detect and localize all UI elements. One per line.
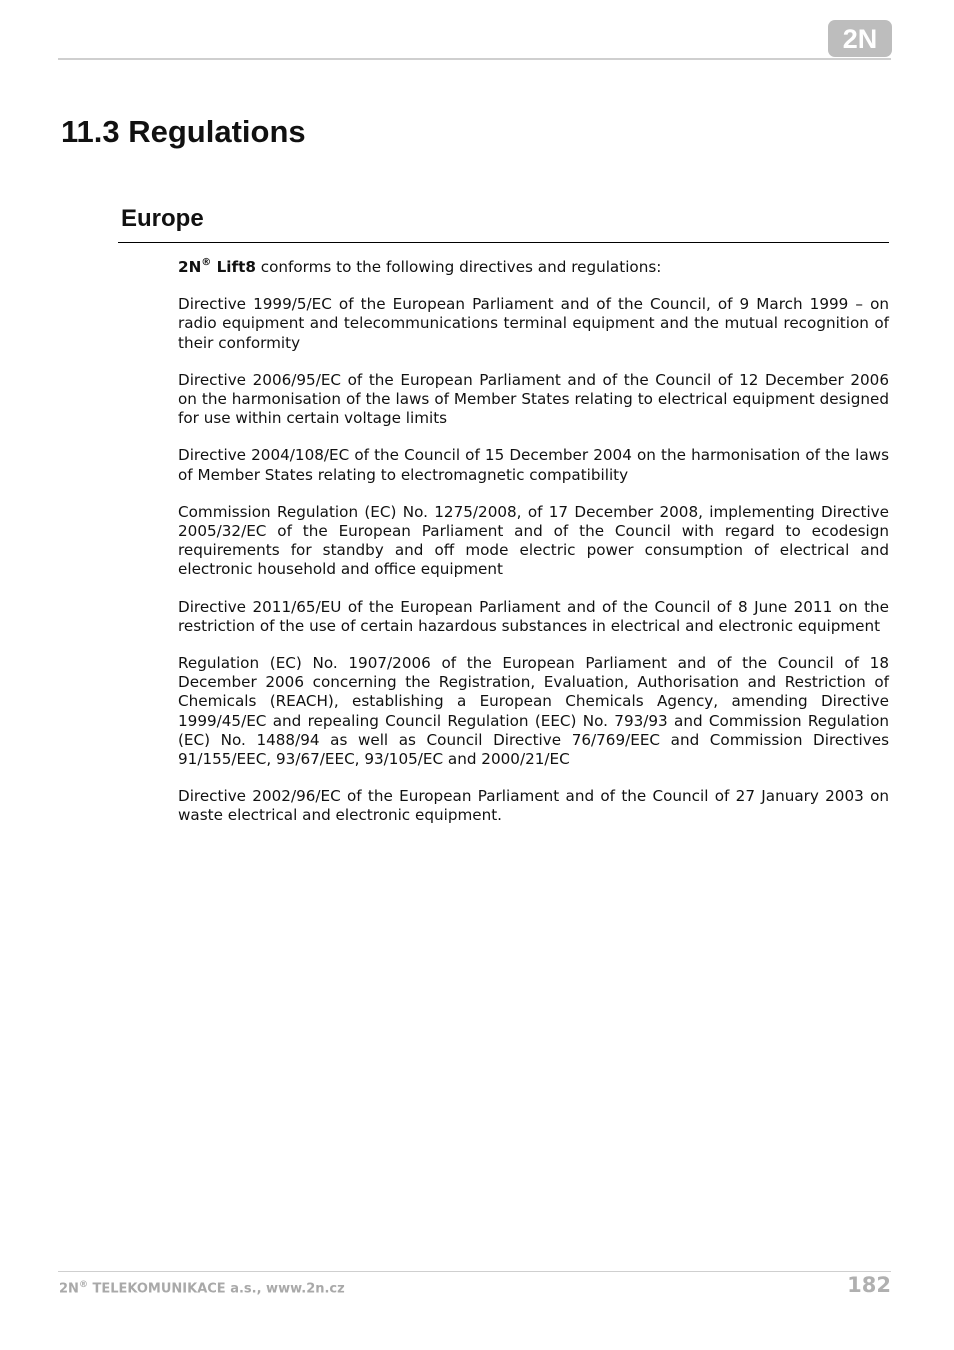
logo-text: 2N xyxy=(842,24,878,54)
intro-text: conforms to the following directives and regulations: xyxy=(255,258,662,276)
footer-company-rest: TELEKOMUNIKACE a.s., www.2n.cz xyxy=(87,1281,345,1297)
footer-company-prefix: 2N xyxy=(59,1281,79,1297)
directive-paragraph: Directive 2011/65/EU of the European Parliament and of the Council of 8 June 2011 on the restriction of the use of certain hazardous substances in electrical and electronic equipment xyxy=(178,597,889,635)
2n-logo-icon xyxy=(828,20,892,57)
directive-paragraph: Directive 1999/5/EC of the European Parliament and of the Council, of 9 March 1999 – on radio equipment and telecommunications terminal equipment and the mutual recognition of their conformity xyxy=(178,295,889,352)
product-name: Lift8 xyxy=(216,258,256,276)
company-logo xyxy=(828,20,892,57)
directive-paragraph: Commission Regulation (EC) No. 1275/2008, of 17 December 2008, implementing Directive 2005/32/EC of the European Parliament and of the Council with regard to ecodesign requirements for standby and off mode electric power consumption of electrical and electronic household and office equipment xyxy=(178,502,889,579)
footer-divider xyxy=(58,1271,891,1272)
footer-company xyxy=(59,1280,345,1296)
brand-name xyxy=(178,258,256,276)
section-divider xyxy=(118,242,889,243)
intro-paragraph xyxy=(178,258,889,277)
header-divider xyxy=(58,58,891,60)
footer-registered-mark: ® xyxy=(78,1280,88,1290)
directive-paragraph: Regulation (EC) No. 1907/2006 of the European Parliament and of the Council of 18 December 2006 concerning the Registration, Evaluation, Authorisation and Restriction of Chemicals (REACH), establishing a European Chemicals Agency, amending Directive 1999/45/EC and repealing Council Regulation (EEC) No. 793/93 and Commission Regulation (EC) No. 1488/94 as well as Council Directive 76/769/EEC and Commission Directives 91/155/EEC, 93/67/EEC, 93/105/EC and 2000/21/EC xyxy=(178,654,889,769)
section-title: Europe xyxy=(121,205,204,232)
page-title: 11.3 Regulations xyxy=(61,114,306,149)
brand-text: 2N xyxy=(178,258,202,276)
registered-mark: ® xyxy=(201,256,212,268)
page-number: 182 xyxy=(847,1273,891,1297)
directive-paragraph: Directive 2002/96/EC of the European Parliament and of the Council of 27 January 2003 on waste electrical and electronic equipment. xyxy=(178,787,889,825)
directive-paragraph: Directive 2006/95/EC of the European Parliament and of the Council of 12 December 2006 on the harmonisation of the laws of Member States relating to electrical equipment designed for use within certain voltage limits xyxy=(178,370,889,428)
directive-paragraph: Directive 2004/108/EC of the Council of 15 December 2004 on the harmonisation of the laws of Member States relating to electromagnetic compatibility xyxy=(178,446,889,484)
document-body xyxy=(178,258,889,844)
